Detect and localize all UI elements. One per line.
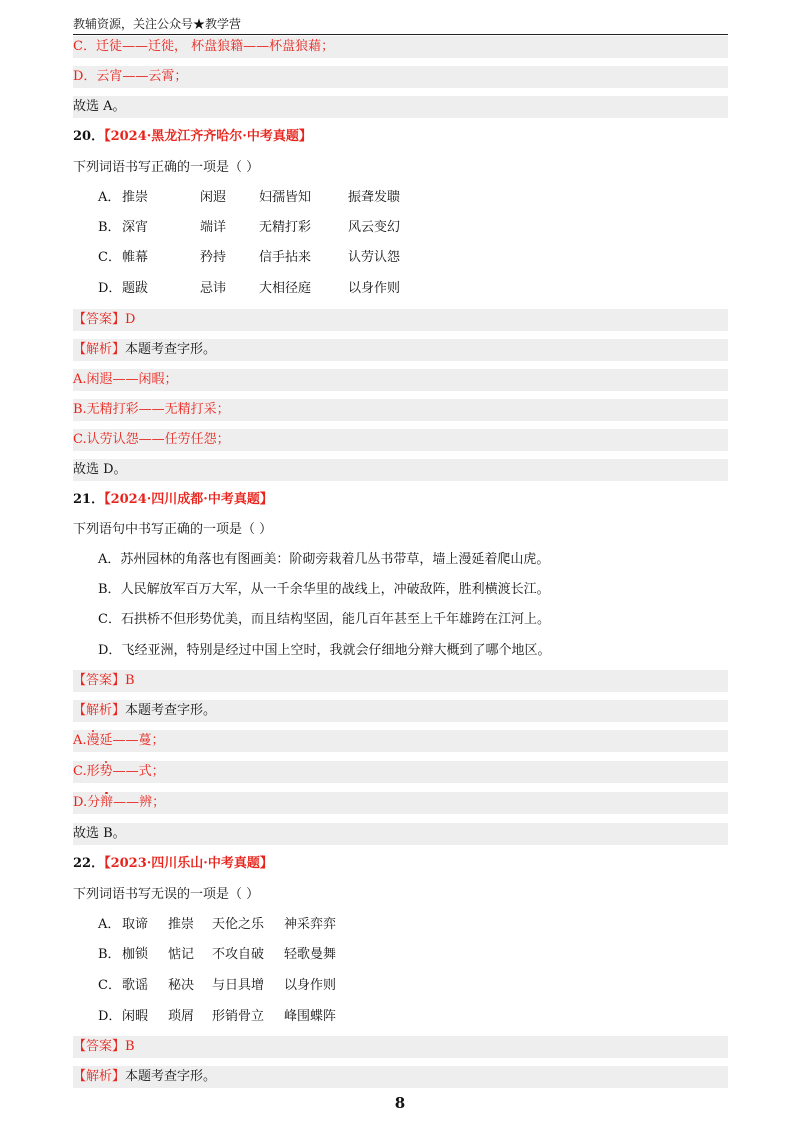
option-word: 认劳认怨 (348, 250, 401, 265)
q21-option-c (98, 609, 550, 631)
option-text: 石拱桥不但形势优美，而且结构坚固，能几百年甚至上千年雄跨在江河上。 (120, 612, 550, 627)
option-word: 神采弈弈 (284, 917, 337, 932)
option-label: A． (98, 917, 121, 932)
option-word: 推崇 (168, 917, 195, 932)
answer-tag: 【答案】 (73, 312, 126, 327)
option-label: A． (98, 552, 121, 567)
q21-note-d (73, 792, 728, 814)
note-suffix: 延——蔓； (99, 733, 165, 748)
emphasis-char: 辩 (100, 792, 113, 814)
q22-heading (73, 853, 728, 875)
q20-note-b: B.无精打彩——无精打采； (73, 399, 728, 421)
q20-note-a: A.闲遐——闲暇； (73, 369, 728, 391)
q21-source: 【2024·四川成都·中考真题】 (104, 492, 273, 507)
q21-note-a (73, 730, 728, 752)
q20-note-c: C.认劳认怨——任劳任怨； (73, 429, 728, 451)
option-label: C． (98, 612, 121, 627)
option-word: 枷锁 (122, 947, 149, 962)
analysis-tag: 【解析】 (73, 342, 126, 357)
answer-value: B (125, 1039, 135, 1054)
option-word: 妇孺皆知 (259, 190, 312, 205)
option-word: 天伦之乐 (212, 917, 265, 932)
option-label: A． (98, 190, 121, 205)
q22-source: 【2023·四川乐山·中考真题】 (104, 856, 273, 871)
note-prefix: D.分 (73, 795, 101, 810)
answer-value: B (125, 673, 135, 688)
emphasis-char: 漫 (87, 730, 100, 752)
option-label: B． (98, 582, 121, 597)
option-word: 秘决 (168, 978, 195, 993)
q21-analysis (73, 700, 728, 722)
option-text: 飞经亚洲，特别是经过中国上空时，我就会仔细地分辩大概到了哪个地区。 (121, 643, 551, 658)
q20-stem: 下列词语书写正确的一项是（ ） (73, 160, 260, 175)
option-label: D． (98, 643, 122, 658)
option-word: 端详 (200, 220, 227, 235)
q22-stem: 下列词语书写无误的一项是（ ） (73, 887, 260, 902)
option-label: D． (98, 281, 122, 296)
q21-option-a (98, 549, 549, 571)
q21-answer (73, 670, 728, 692)
option-word: 大相径庭 (259, 281, 312, 296)
note-suffix: ——辨； (113, 795, 166, 810)
q21-option-d (98, 640, 550, 662)
option-word: 题跋 (122, 281, 149, 296)
q21-conclusion: 故选 B。 (73, 823, 728, 845)
answer-tag: 【答案】 (73, 673, 126, 688)
q21-note-c (73, 761, 728, 783)
option-word: 风云变幻 (348, 220, 401, 235)
option-word: 琐屑 (168, 1009, 195, 1024)
analysis-text: 本题考查字形。 (125, 342, 217, 357)
option-label: B． (98, 947, 121, 962)
q21-heading (73, 489, 728, 511)
option-text: 苏州园林的角落也有图画美：阶砌旁栽着几丛书带草，墙上漫延着爬山虎。 (120, 552, 550, 567)
note-prefix: A. (73, 733, 87, 748)
option-word: 无精打彩 (259, 220, 312, 235)
option-word: 以身作则 (284, 978, 337, 993)
option-word: 惦记 (168, 947, 195, 962)
answer-tag: 【答案】 (73, 1039, 126, 1054)
option-word: 帷幕 (122, 250, 149, 265)
q20-source: 【2024·黑龙江齐齐哈尔·中考真题】 (104, 129, 312, 144)
answer-value: D (125, 312, 136, 327)
option-word: 与日具增 (212, 978, 265, 993)
option-label: B． (98, 220, 121, 235)
q21-option-b (98, 579, 550, 601)
q20-analysis (73, 339, 728, 361)
prev-note-d: D．云宵——云霄； (73, 66, 728, 88)
option-word: 闲暇 (122, 1009, 149, 1024)
option-word: 推崇 (122, 190, 149, 205)
prev-note-c: C．迁徒——迁徙， 杯盘狼籍——杯盘狼藉； (73, 36, 728, 58)
q20-answer (73, 309, 728, 331)
q21-number: 21． (73, 492, 105, 507)
option-word: 不攻自破 (212, 947, 265, 962)
analysis-tag: 【解析】 (73, 703, 126, 718)
option-word: 轻歌曼舞 (284, 947, 337, 962)
note-prefix: C.形 (73, 764, 100, 779)
prev-conclusion: 故选 A。 (73, 96, 728, 118)
q22-answer (73, 1036, 728, 1058)
q20-number: 20． (73, 129, 105, 144)
analysis-text: 本题考查字形。 (125, 703, 217, 718)
note-suffix: ——式； (112, 764, 165, 779)
q22-number: 22． (73, 856, 105, 871)
option-word: 忌讳 (200, 281, 227, 296)
page-number: 8 (394, 1094, 406, 1112)
option-label: D． (98, 1009, 122, 1024)
option-word: 形销骨立 (212, 1009, 265, 1024)
q20-conclusion: 故选 D。 (73, 459, 728, 481)
q21-stem: 下列语句中书写正确的一项是（ ） (73, 522, 273, 537)
option-label: C． (98, 978, 121, 993)
q20-heading (73, 126, 728, 148)
option-word: 闲遐 (200, 190, 227, 205)
q22-analysis (73, 1066, 728, 1088)
header-text: 教辅资源，关注公众号★教学营 (73, 17, 242, 31)
emphasis-char: 势 (100, 761, 113, 783)
option-word: 矜持 (200, 250, 227, 265)
option-word: 振聋发聩 (348, 190, 401, 205)
option-word: 信手拈来 (259, 250, 312, 265)
option-word: 取谛 (122, 917, 149, 932)
option-word: 以身作则 (348, 281, 401, 296)
option-label: C． (98, 250, 121, 265)
option-word: 歌谣 (122, 978, 149, 993)
page-header (73, 16, 728, 35)
option-word: 深宵 (122, 220, 149, 235)
analysis-tag: 【解析】 (73, 1069, 126, 1084)
analysis-text: 本题考查字形。 (125, 1069, 217, 1084)
option-word: 峰围蝶阵 (284, 1009, 337, 1024)
option-text: 人民解放军百万大军，从一千余华里的战线上，冲破敌阵，胜利横渡长江。 (120, 582, 550, 597)
